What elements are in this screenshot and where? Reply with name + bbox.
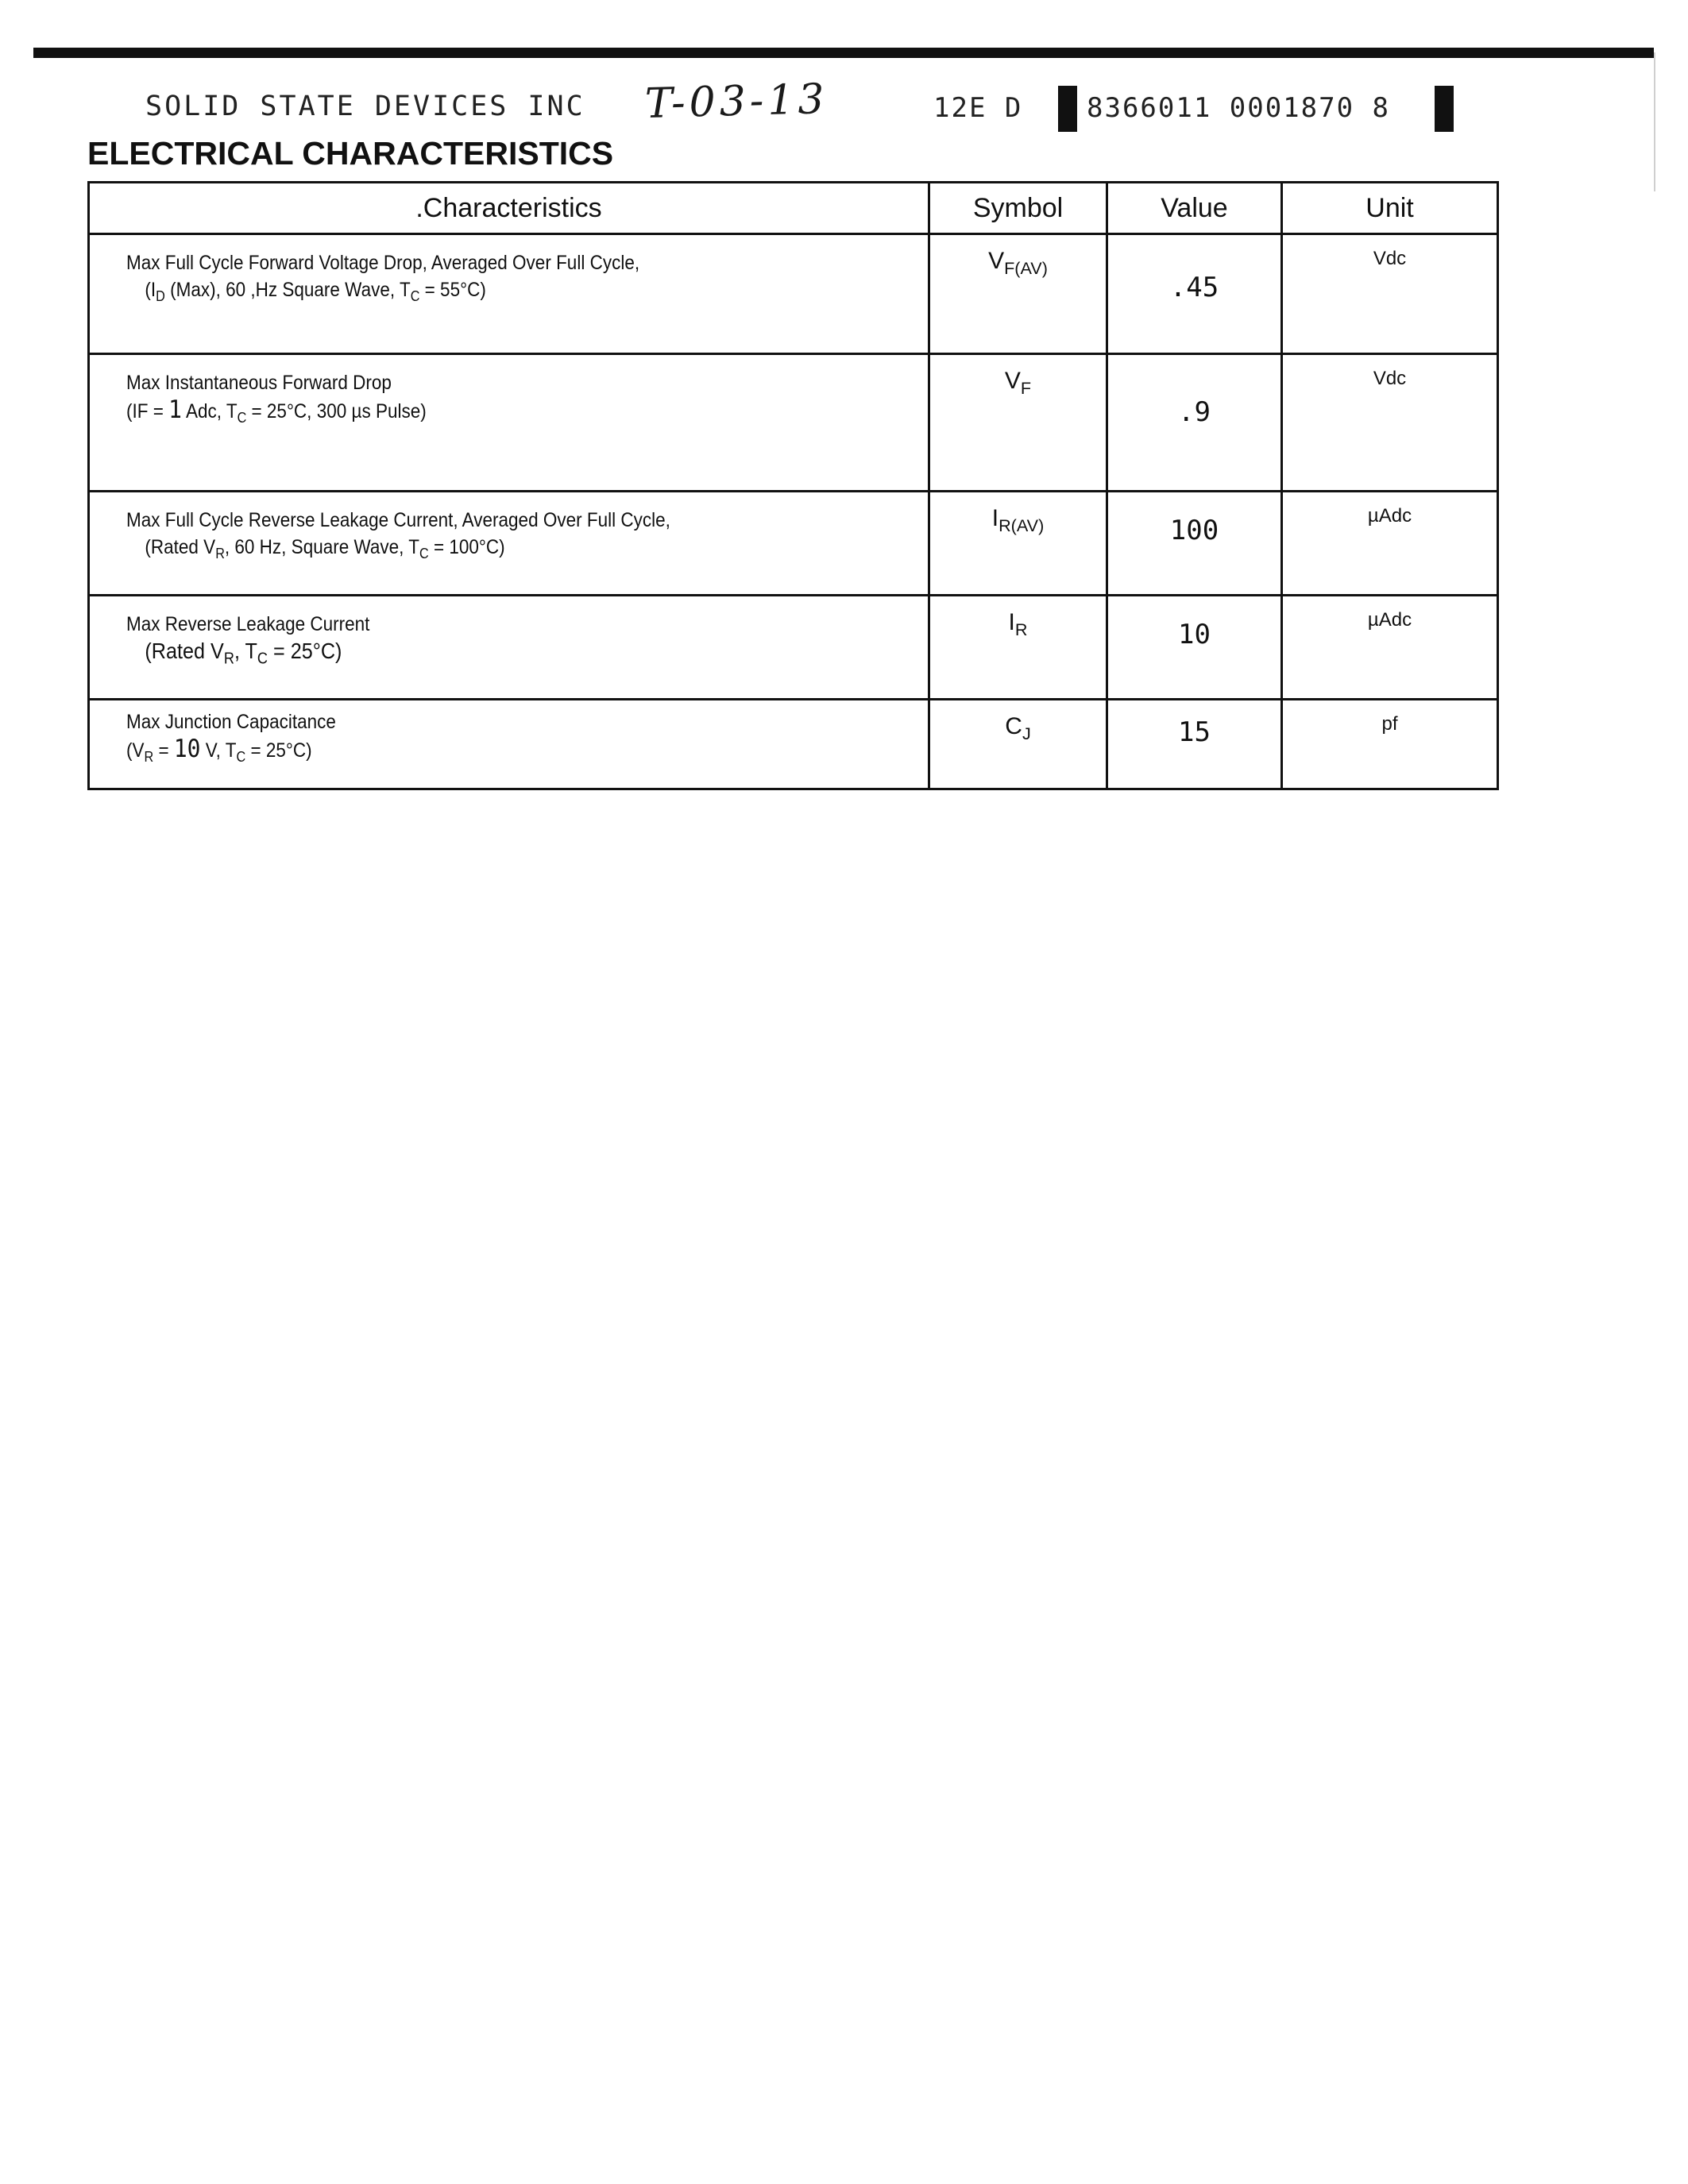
characteristic-cell <box>89 492 929 596</box>
table-row <box>89 234 1498 354</box>
table-row <box>89 596 1498 700</box>
symbol-cell: $I_R$ <box>929 596 1107 700</box>
characteristic-name: Max Full Cycle Forward Voltage Drop, Averaged Over Full Cycle, <box>126 252 640 274</box>
table-header-row <box>89 183 1498 234</box>
table-row <box>89 700 1498 789</box>
electrical-characteristics-table <box>87 181 1499 790</box>
symbol-cell: $C_J$ <box>929 700 1107 789</box>
header-unit: Unit <box>1282 183 1498 234</box>
symbol-cell: $I_{R(AV)}$ <box>929 492 1107 596</box>
characteristic-cell <box>89 596 929 700</box>
unit-cell: Vdc <box>1282 354 1498 492</box>
characteristic-name: Max Reverse Leakage Current <box>126 613 370 635</box>
value-cell: .9 <box>1107 354 1282 492</box>
value-cell: .45 <box>1107 234 1282 354</box>
unit-cell: pf <box>1282 700 1498 789</box>
section-title: ELECTRICAL CHARACTERISTICS <box>87 135 614 172</box>
table-row <box>89 492 1498 596</box>
value-cell: 15 <box>1107 700 1282 789</box>
characteristic-condition: (Rated $V_R$, 60 Hz, Square Wave, $T_C = 100^\circ C$) <box>145 536 505 561</box>
characteristic-name: Max Junction Capacitance <box>126 711 336 733</box>
header-value: Value <box>1107 183 1282 234</box>
document-header <box>0 75 1688 133</box>
characteristic-condition: ($I_D$ (Max), 60 ,Hz Square Wave, $T_C = 55^\circ C$) <box>145 279 486 304</box>
header-symbol: Symbol <box>929 183 1107 234</box>
characteristic-cell <box>89 354 929 492</box>
table-row <box>89 354 1498 492</box>
company-name: SOLID STATE DEVICES INC <box>145 91 585 122</box>
unit-cell: µAdc <box>1282 492 1498 596</box>
barcode-number: 8366011 0001870 8 <box>1087 92 1390 124</box>
unit-cell: µAdc <box>1282 596 1498 700</box>
characteristic-cell <box>89 700 929 789</box>
characteristic-condition: (Rated $V_R$, $T_C = 25^\circ C$) <box>145 639 342 668</box>
value-cell: 100 <box>1107 492 1282 596</box>
header-characteristics: .Characteristics <box>89 183 929 234</box>
unit-cell: Vdc <box>1282 234 1498 354</box>
catalog-code: 12E D <box>933 92 1023 124</box>
characteristic-name: Max Instantaneous Forward Drop <box>126 372 392 394</box>
black-block-mark <box>1435 86 1454 132</box>
characteristic-name: Max Full Cycle Reverse Leakage Current, Averaged Over Full Cycle, <box>126 509 670 531</box>
symbol-cell: $V_{F(AV)}$ <box>929 234 1107 354</box>
value-cell: 10 <box>1107 596 1282 700</box>
characteristic-condition: ($V_R = 10$ V, $T_C = 25^\circ C$) <box>126 735 312 765</box>
handwritten-code: T-03-13 <box>644 75 829 129</box>
symbol-cell: $V_F$ <box>929 354 1107 492</box>
characteristic-condition: (IF = 1 Adc, $T_C = 25^\circ C$, 300 µs Pulse) <box>126 396 427 426</box>
black-block-mark <box>1058 86 1077 132</box>
characteristic-cell <box>89 234 929 354</box>
top-rule <box>33 48 1654 58</box>
